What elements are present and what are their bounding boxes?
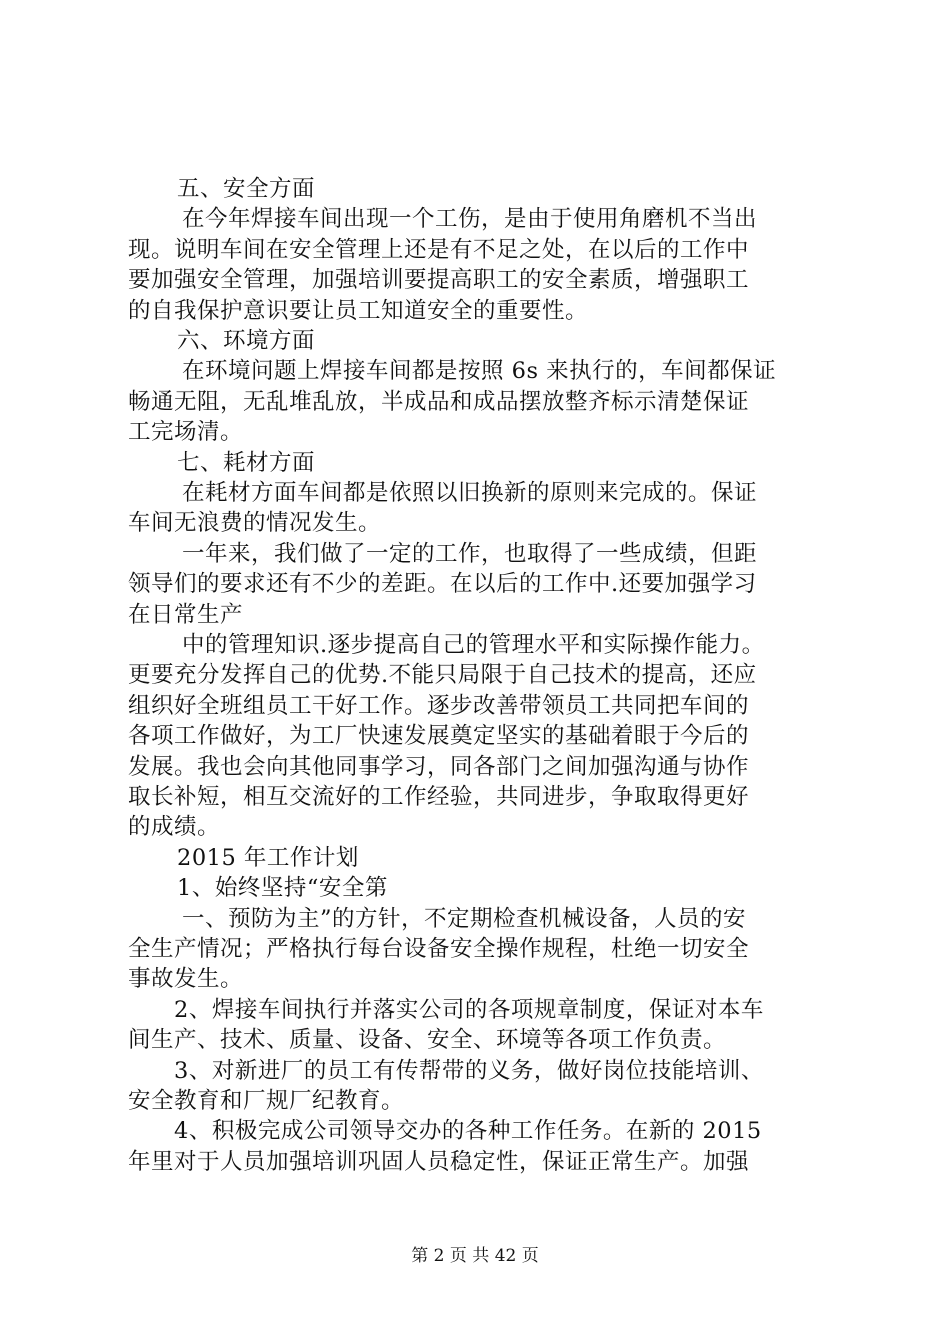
paragraph-line: 车间无浪费的情况发生。 [128,510,382,537]
plan-item-3: 3、对新进厂的员工有传帮带的义务，做好岗位技能培训、 [174,1057,764,1084]
paragraph-line: 在耗材方面车间都是依照以旧换新的原则来完成的。保证 [182,480,758,506]
plan-item-4: 4、积极完成公司领导交办的各种工作任务。在新的 2015 [174,1118,762,1145]
paragraph-line: 年里对于人员加强培训巩固人员稳定性，保证正常生产。加强 [128,1148,750,1175]
paragraph-line: 发展。我也会向其他同事学习，同各部门之间加强沟通与协作 [128,753,750,780]
plan-item-1-heading: 1、始终坚持“安全第 [177,875,388,902]
section-heading-consumables: 七、耗材方面 [177,449,316,476]
paragraph-line: 全生产情况；严格执行每台设备安全操作规程，杜绝一切安全 [128,936,750,962]
paragraph-line: 更要充分发挥自己的优势.不能只局限于自己技术的提高，还应 [128,662,757,689]
section-heading-safety: 五、安全方面 [177,176,316,202]
paragraph-line: 事故发生。 [128,966,244,993]
plan-item-2: 2、焊接车间执行并落实公司的各项规章制度，保证对本车 [174,996,764,1023]
section-heading-environment: 六、环境方面 [177,328,316,354]
paragraph-line: 安全教育和厂规厂纪教育。 [128,1088,405,1114]
paragraph-line: 组织好全班组员工干好工作。逐步改善带领员工共同把车间的 [128,692,750,719]
paragraph-line: 在环境问题上焊接车间都是按照 6s 来执行的，车间都保证 [182,358,777,385]
paragraph-line: 间生产、技术、质量、设备、安全、环境等各项工作负责。 [128,1027,727,1054]
paragraph-line: 一、预防为主”的方针，不定期检查机械设备，人员的安 [182,905,747,932]
page-footer: 第 2 页 共 42 页 [411,1246,539,1266]
paragraph-line: 一年来，我们做了一定的工作，也取得了一些成绩，但距 [182,540,758,567]
paragraph-line: 各项工作做好，为工厂快速发展奠定坚实的基础着眼于今后的 [128,723,750,750]
section-heading-2015-plan: 2015 年工作计划 [177,844,359,871]
paragraph-line: 要加强安全管理，加强培训要提高职工的安全素质，增强职工 [128,267,750,294]
paragraph-line: 领导们的要求还有不少的差距。在以后的工作中.还要加强学习 [128,571,757,598]
paragraph-line: 现。说明车间在安全管理上还是有不足之处，在以后的工作中 [128,236,750,263]
paragraph-line: 的自我保护意识要让员工知道安全的重要性。 [128,297,589,324]
paragraph-line: 畅通无阻，无乱堆乱放，半成品和成品摆放整齐标示清楚保证 [128,388,750,415]
paragraph-line: 在日常生产 [128,601,244,628]
paragraph-line: 中的管理知识.逐步提高自己的管理水平和实际操作能力。 [182,632,765,658]
paragraph-line: 取长补短，相互交流好的工作经验，共同进步，争取取得更好 [128,784,750,810]
paragraph-line: 在今年焊接车间出现一个工伤，是由于使用角磨机不当出 [182,206,758,233]
paragraph-line: 工完场清。 [128,419,244,446]
paragraph-line: 的成绩。 [128,814,221,841]
